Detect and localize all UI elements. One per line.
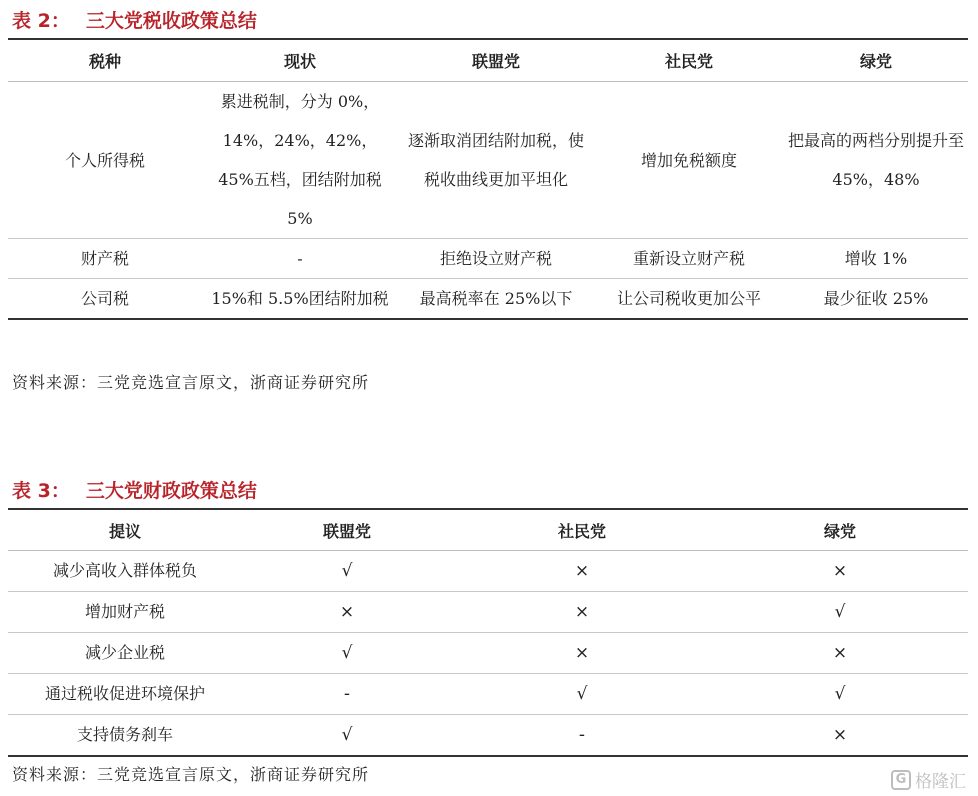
table-cell-mark: - bbox=[452, 715, 712, 757]
table-row bbox=[8, 674, 968, 715]
table-cell: 增加免税额度 bbox=[594, 82, 784, 239]
header-proposal: 提议 bbox=[8, 509, 242, 551]
watermark bbox=[891, 767, 966, 792]
header-status: 现状 bbox=[202, 39, 398, 82]
header-union: 联盟党 bbox=[398, 39, 594, 82]
table-cell: 增收 1% bbox=[784, 239, 968, 279]
table-row bbox=[8, 551, 968, 592]
table-cell-mark: × bbox=[452, 633, 712, 674]
table2-title-number: 表 2： bbox=[12, 10, 70, 32]
table-cell: 重新设立财产税 bbox=[594, 239, 784, 279]
table3-source: 资料来源：三党竞选宣言原文，浙商证券研究所 bbox=[12, 765, 370, 784]
table3-title-text: 三大党财政政策总结 bbox=[85, 480, 257, 502]
table-cell: 拒绝设立财产税 bbox=[398, 239, 594, 279]
table-cell: 累进税制，分为 0%，14%，24%，42%，45%五档，团结附加税 5% bbox=[202, 82, 398, 239]
table-row bbox=[8, 239, 968, 279]
table-header-row bbox=[8, 509, 968, 551]
table-row bbox=[8, 279, 968, 320]
table-cell-mark: × bbox=[712, 633, 968, 674]
header-spd: 社民党 bbox=[594, 39, 784, 82]
table-cell-mark: × bbox=[242, 592, 452, 633]
table-cell: 减少企业税 bbox=[8, 633, 242, 674]
table-cell: 支持债务刹车 bbox=[8, 715, 242, 757]
table3-title bbox=[12, 476, 257, 503]
fiscal-policy-table bbox=[8, 508, 968, 757]
table-cell: 最少征收 25% bbox=[784, 279, 968, 320]
header-tax-type: 税种 bbox=[8, 39, 202, 82]
header-spd: 社民党 bbox=[452, 509, 712, 551]
table-cell-mark: × bbox=[452, 551, 712, 592]
table-cell: 个人所得税 bbox=[8, 82, 202, 239]
table-row bbox=[8, 715, 968, 757]
table-cell: 财产税 bbox=[8, 239, 202, 279]
table2-title-text: 三大党税收政策总结 bbox=[85, 10, 257, 32]
table-cell-mark: - bbox=[242, 674, 452, 715]
table-cell: 逐渐取消团结附加税，使税收曲线更加平坦化 bbox=[398, 82, 594, 239]
table-cell-mark: × bbox=[452, 592, 712, 633]
table-cell-mark: √ bbox=[242, 715, 452, 757]
table-cell-mark: √ bbox=[712, 592, 968, 633]
table-cell-mark: × bbox=[712, 551, 968, 592]
table-cell-mark: √ bbox=[242, 633, 452, 674]
watermark-text: 格隆汇 bbox=[915, 772, 966, 792]
table-cell: 15%和 5.5%团结附加税 bbox=[202, 279, 398, 320]
table-cell: 增加财产税 bbox=[8, 592, 242, 633]
table-header-row bbox=[8, 39, 968, 82]
table-row bbox=[8, 82, 968, 239]
table-cell: 通过税收促进环境保护 bbox=[8, 674, 242, 715]
table-cell-mark: √ bbox=[452, 674, 712, 715]
table-cell: - bbox=[202, 239, 398, 279]
watermark-logo-icon: G bbox=[891, 770, 911, 790]
table-cell: 把最高的两档分别提升至 45%，48% bbox=[784, 82, 968, 239]
table-cell: 公司税 bbox=[8, 279, 202, 320]
table-cell: 让公司税收更加公平 bbox=[594, 279, 784, 320]
table2-title bbox=[12, 6, 257, 33]
header-greens: 绿党 bbox=[712, 509, 968, 551]
table-cell-mark: √ bbox=[712, 674, 968, 715]
table-cell: 减少高收入群体税负 bbox=[8, 551, 242, 592]
table-row bbox=[8, 592, 968, 633]
table-cell-mark: √ bbox=[242, 551, 452, 592]
table-cell-mark: × bbox=[712, 715, 968, 757]
table2-source: 资料来源：三党竞选宣言原文，浙商证券研究所 bbox=[12, 373, 370, 392]
table-row bbox=[8, 633, 968, 674]
table3-title-number: 表 3： bbox=[12, 480, 70, 502]
header-union: 联盟党 bbox=[242, 509, 452, 551]
tax-policy-table bbox=[8, 38, 968, 320]
header-greens: 绿党 bbox=[784, 39, 968, 82]
table-cell: 最高税率在 25%以下 bbox=[398, 279, 594, 320]
